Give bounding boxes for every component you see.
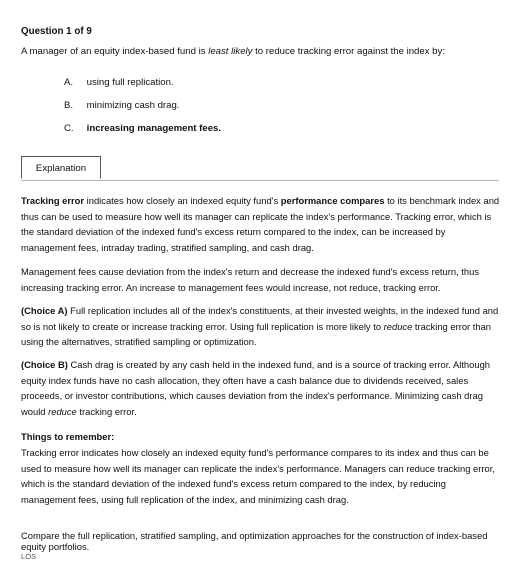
explanation-tab-bar [21, 156, 499, 181]
choice-text: increasing management fees. [86, 123, 222, 134]
explanation-paragraph-2: Management fees cause deviation from the index's return and decrease the indexed fund's excess return, thus increasing tracking error. An increase to management fees would increase, not reduce, tracking error. [21, 266, 480, 293]
choice-c[interactable] [64, 123, 221, 134]
things-to-remember-heading: Things to remember: [21, 431, 115, 442]
stem-emphasis: least likely [208, 46, 253, 57]
paragraph-text: tracking error. [76, 405, 137, 417]
choice-letter: A. [64, 77, 74, 88]
choice-text: minimizing cash drag. [86, 100, 180, 111]
choice-label: (Choice A) [21, 305, 68, 316]
stem-text: A manager of an equity index-based fund is [21, 46, 209, 57]
paragraph-text: Full replication includes all of the index's constituents, at their invested weights, in the indexed fund and so is not likely to create or increase tracking error. Using full replication is more likely to [21, 305, 499, 332]
explanation-choice-b [21, 357, 501, 419]
paragraph-text: indicates how closely an indexed equity fund's [84, 195, 281, 206]
choice-b[interactable] [64, 100, 179, 111]
tab-explanation[interactable]: Explanation [21, 156, 101, 179]
choice-letter: B. [64, 100, 74, 111]
choice-a[interactable] [64, 77, 174, 88]
choice-label: (Choice B) [21, 359, 68, 370]
question-number: Question 1 of 9 [21, 26, 92, 37]
emphasis: reduce [48, 405, 77, 417]
question-stem [21, 46, 501, 57]
los-label: LOS [21, 552, 37, 561]
emphasis: reduce [383, 320, 413, 332]
term-tracking-error: Tracking error [21, 195, 85, 206]
explanation-paragraph-1 [21, 193, 501, 255]
los-text: Compare the full replication, stratified sampling, and optimization approaches for the construction of index-based equity portfolios. [21, 530, 488, 552]
things-to-remember-text: Tracking error indicates how closely an indexed equity fund's performance compares to its index and thus can be used to measure how well its manager can replicate the index's performance. Managers can reduce tracking error, which is the standard deviation of the indexed fund's excess return compared to the index, by reducing management fees, using full replication of the index, and minimizing cash drag. [21, 447, 495, 505]
paragraph-text: Cash drag is created by any cash held in the indexed fund, and is a source of tracking error. Although equity index funds have no cash allocation, they often have a cash balance due to dividends received, sales proceeds, or investor contributions, which causes deviation from the index's performance. Minimizing cash drag would [21, 359, 491, 417]
paragraph-text: tracking error than using the alternatives, stratified sampling or optimization. [21, 320, 492, 348]
paragraph-text: to its benchmark index and thus can be used to measure how well its manager can replicate the index's performance. Tracking error, which is the standard deviation of the indexed fund's excess return compared to the index, can be increased by management fees, intraday trading, stratified sampling, and cash drag. [21, 195, 500, 253]
choice-letter: C. [64, 123, 74, 134]
explanation-choice-a [21, 303, 501, 350]
term-performance-compares: performance compares [280, 195, 385, 206]
stem-text-end: to reduce tracking error against the index by: [252, 46, 445, 57]
choice-text: using full replication. [86, 77, 174, 88]
